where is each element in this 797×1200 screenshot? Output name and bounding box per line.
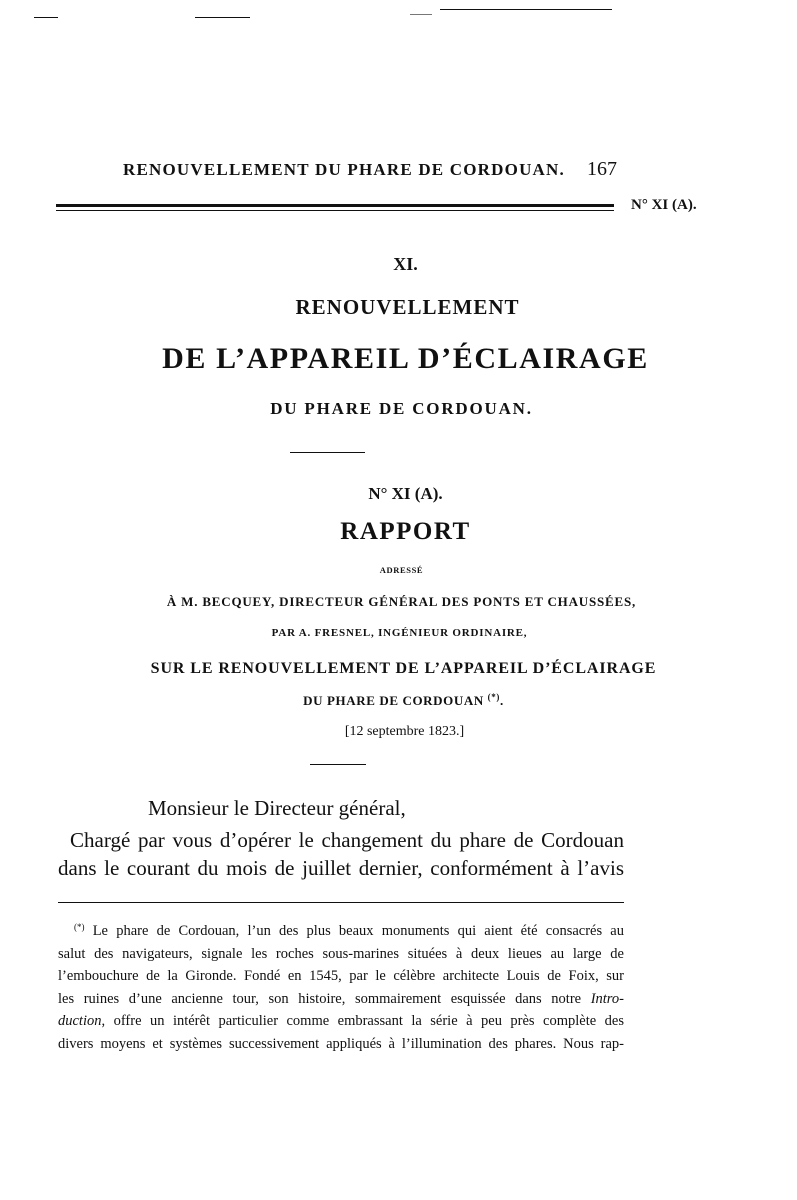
footnote-line-1-text: Le phare de Cordouan, l’un des plus beaux monuments qui aient été consacrés au: [92, 923, 624, 939]
running-title: RENOUVELLEMENT DU PHARE DE CORDOUAN.: [123, 160, 565, 179]
body-paragraph: [58, 826, 624, 882]
addressed-label: ADRESSÉ: [379, 565, 424, 575]
salutation: Monsieur le Directeur général,: [148, 796, 406, 820]
footnote-line-5-text: , offre un intérêt particulier comme embrassant la série à peu près complète des: [101, 1013, 624, 1029]
footnote-reference[interactable]: (*): [487, 692, 500, 702]
report-heading: RAPPORT: [340, 518, 471, 545]
section-divider: [290, 452, 365, 453]
footnote-line-4: [58, 988, 624, 1011]
recipient-line: À M. BECQUEY, DIRECTEUR GÉNÉRAL DES PONTS ET CHAUSSÉES,: [166, 594, 637, 609]
footnote-line-3: l’embouchure de la Gironde. Fondé en 1545, par le célèbre architecte Louis de Foix, sur: [58, 968, 624, 984]
top-mark-dots: [410, 14, 432, 15]
footnote-rule: [58, 902, 624, 903]
page-number: 167: [587, 158, 617, 180]
top-mark-mid: [195, 17, 250, 18]
top-mark-right: [440, 9, 612, 10]
section-title-line2: DE L’APPAREIL D’ÉCLAIRAGE: [162, 342, 649, 375]
report-date: [12 septembre 1823.]: [344, 724, 465, 739]
body-line-2: dans le courant du mois de juillet dernier, conformément à l’avis: [58, 856, 624, 880]
header-rule-thin: [56, 210, 614, 211]
margin-note: N° XI (A).: [631, 197, 697, 213]
section-number: XI.: [393, 254, 418, 274]
footnote-intro-italic-a: Intro-: [590, 990, 624, 1007]
footnote-intro-italic-b: duction: [58, 1013, 102, 1029]
footnote-marker: (*): [74, 922, 85, 932]
subject-line2: DU PHARE DE CORDOUAN (*).: [303, 692, 504, 708]
footnote-line-4-text: les ruines d’une ancienne tour, son histoire, sommairement esquissée dans notre: [58, 990, 582, 1007]
section-title-line1: RENOUVELLEMENT: [295, 295, 520, 319]
author-line: PAR A. FRESNEL, INGÉNIEUR ORDINAIRE,: [271, 627, 528, 639]
section-title-line3: DU PHARE DE CORDOUAN.: [270, 399, 533, 418]
subject-line2-text: DU PHARE DE CORDOUAN: [303, 693, 484, 708]
subject-line1: SUR LE RENOUVELLEMENT DE L’APPAREIL D’ÉCLAIRAGE: [150, 660, 657, 677]
footnote-line-1: [58, 916, 624, 943]
header-rule-thick: [56, 204, 614, 207]
footnote: [58, 916, 624, 1055]
body-line-1: Chargé par vous d’opérer le changement du phare de Cordouan: [70, 828, 624, 852]
footnote-line-5: [58, 1010, 624, 1033]
footnote-line-2: salut des navigateurs, signale les roches sous-marines situées à deux lieues au large de: [58, 945, 624, 962]
doc-number: N° XI (A).: [368, 484, 443, 503]
footnote-line-6: divers moyens et systèmes successivement appliqués à l’illumination des phares. Nous rap-: [58, 1035, 624, 1052]
top-mark-left: [34, 17, 58, 18]
report-divider: [310, 764, 366, 765]
